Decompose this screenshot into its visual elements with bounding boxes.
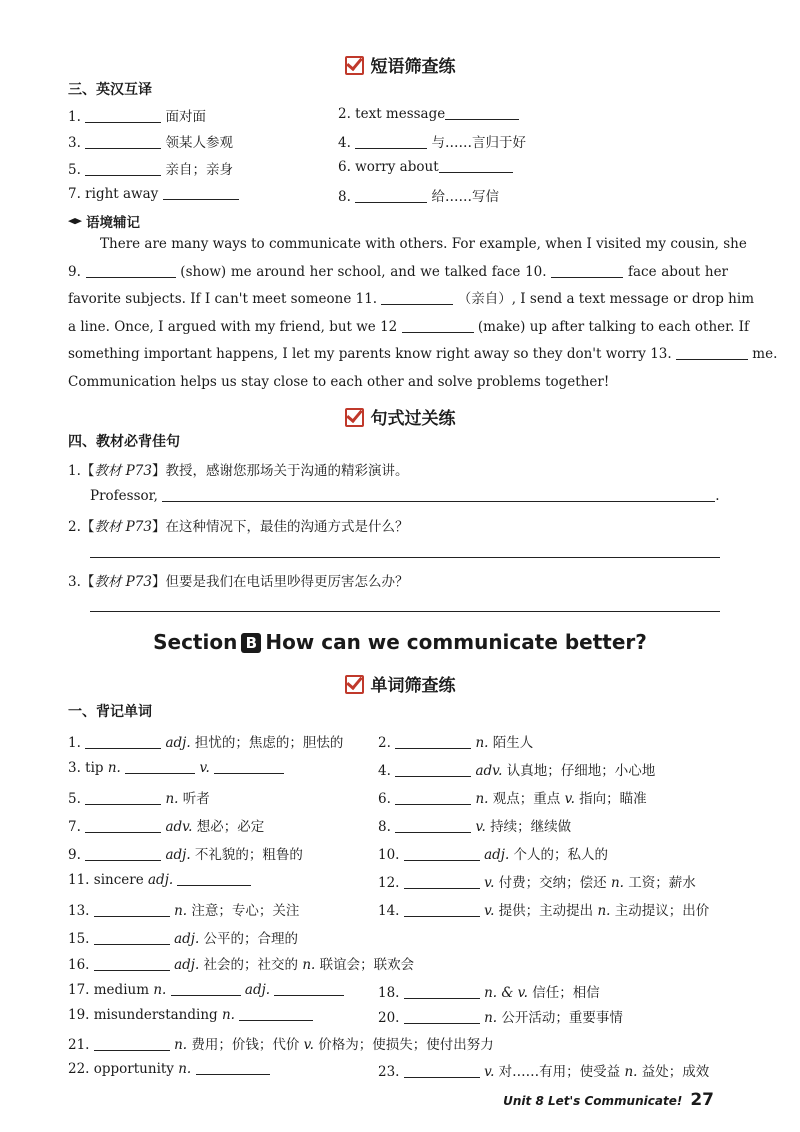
sentence-1: 1.【教材 P73】教授，感谢您那场关于沟通的精彩演讲。 (68, 463, 409, 479)
word-number: 5. (68, 791, 86, 807)
passage-line: There are many ways to communicate with others. For example, when I visited my cousin, she (100, 236, 747, 252)
answer-blank[interactable] (439, 158, 513, 173)
word-meaning: 陌生人 (488, 735, 534, 751)
part-of-speech: adj. (148, 872, 174, 888)
answer-blank[interactable] (404, 984, 480, 999)
section-b-badge: B (241, 633, 261, 653)
word-number: 8. (378, 819, 396, 835)
word-meaning: 担忧的；焦虑的；胆怯的 (190, 735, 344, 751)
answer-blank[interactable] (214, 759, 284, 774)
word-number: 15. (68, 931, 94, 947)
sentence-practice-heading: 句式过关练 (0, 404, 800, 429)
word-number: 16. (68, 957, 94, 973)
part-of-speech: n. (174, 1037, 188, 1053)
passage-line: favorite subjects. If I can't meet someone 11. （亲自）, I send a text message or drop him (68, 291, 754, 308)
word-number: 14. (378, 903, 404, 919)
part-of-speech: n. (484, 1010, 498, 1026)
answer-blank[interactable] (125, 759, 195, 774)
phrase-practice-heading: 短语筛查练 (0, 52, 800, 77)
sentence-3: 3.【教材 P73】但要是我们在电话里吵得更厉害怎么办？ (68, 574, 409, 590)
word-item (378, 815, 571, 835)
word-number: 20. (378, 1010, 404, 1026)
passage-line: something important happens, I let my parents know right away so they don't worry 13. me. (68, 346, 778, 363)
answer-blank[interactable] (85, 108, 161, 123)
part-of-speech: v. (199, 760, 210, 776)
word-meaning: 注意；专心；关注 (187, 903, 300, 919)
checkbox-icon (345, 408, 364, 427)
answer-blank[interactable] (395, 762, 471, 777)
word-number: 10. (378, 847, 404, 863)
answer-blank[interactable] (395, 734, 471, 749)
word-meaning: 公开活动；重要事情 (497, 1010, 623, 1026)
answer-blank[interactable] (163, 185, 239, 200)
word-meaning: 主动提议；出价 (610, 903, 710, 919)
part-of-speech: adj. (165, 847, 191, 863)
word-number: 1. (68, 735, 86, 751)
word-item (378, 981, 600, 1001)
context-passage (68, 231, 778, 397)
phrase-item-8: 8. 给……写信 (338, 189, 499, 205)
word-number: 12. (378, 875, 404, 891)
word-item (378, 787, 647, 807)
answer-blank[interactable] (355, 134, 427, 149)
part-of-speech: n. (302, 957, 316, 973)
part4-title: 四、教材必背佳句 (68, 434, 180, 450)
phrase-item-2: 2. text message (338, 105, 519, 122)
answer-blank[interactable] (86, 263, 176, 278)
word-meaning: 对……有用；使受益 (494, 1064, 621, 1080)
word-number: 19. misunderstanding (68, 1007, 222, 1023)
word-number: 7. (68, 819, 86, 835)
part-of-speech: v. (484, 875, 495, 891)
word-item (68, 981, 344, 998)
part-of-speech: n. (221, 1007, 235, 1023)
answer-blank[interactable] (94, 902, 170, 917)
part-of-speech: adv. (165, 819, 193, 835)
answer-blank[interactable] (94, 956, 170, 971)
answer-blank[interactable] (395, 818, 471, 833)
word-item (378, 731, 533, 751)
word-meaning: 益处；成效 (637, 1064, 710, 1080)
word-item (378, 843, 608, 863)
passage-line: a line. Once, I argued with my friend, but we 12 (make) up after talking to each other. If (68, 318, 750, 335)
word-number: 11. sincere (68, 872, 148, 888)
word-number: 18. (378, 985, 404, 1001)
part-of-speech: adv. (475, 763, 503, 779)
sentence-1-answer: Professor, . (90, 488, 720, 504)
part-of-speech: n. & v. (484, 985, 528, 1001)
word-meaning: 社会的；社交的 (199, 957, 299, 973)
part-of-speech: adj. (174, 931, 200, 947)
word-meaning: 认真地；仔细地；小心地 (502, 763, 656, 779)
part-of-speech: n. (597, 903, 611, 919)
answer-blank[interactable] (85, 818, 161, 833)
word-item (68, 787, 210, 807)
word-meaning: 观点；重点 (488, 791, 561, 807)
answer-blank[interactable] (404, 1009, 480, 1024)
phrase-item-1: 1. 面对面 (68, 109, 206, 125)
phrase-item-7: 7. right away (68, 185, 239, 202)
answer-blank[interactable] (551, 263, 623, 278)
answer-blank[interactable] (171, 981, 241, 996)
part-of-speech: n. (174, 903, 188, 919)
phrase-item-6: 6. worry about (338, 158, 513, 175)
answer-blank[interactable] (94, 930, 170, 945)
answer-blank[interactable] (676, 345, 748, 360)
word-number: 4. (378, 763, 396, 779)
part-of-speech: n. (178, 1061, 192, 1077)
part-of-speech: v. (484, 1064, 495, 1080)
word-meaning: 持续；继续做 (485, 819, 572, 835)
word-meaning: 联谊会；联欢会 (315, 957, 415, 973)
answer-blank[interactable] (404, 874, 480, 889)
part-of-speech: n. (610, 875, 624, 891)
word-practice-heading: 单词筛查练 (0, 671, 800, 696)
sentence-2: 2.【教材 P73】在这种情况下，最佳的沟通方式是什么？ (68, 519, 409, 535)
unit-label: Unit 8 Let's Communicate! (503, 1094, 683, 1108)
word-item (378, 1006, 623, 1026)
section-b-title: Section B How can we communicate better? (153, 630, 647, 654)
answer-line[interactable] (90, 557, 720, 558)
word-meaning: 听者 (178, 791, 210, 807)
word-item (68, 731, 343, 751)
word-number: 23. (378, 1064, 404, 1080)
part-of-speech: n. (165, 791, 179, 807)
part-of-speech: n. (153, 982, 167, 998)
word-item (68, 1033, 494, 1053)
word-meaning: 想必；必定 (192, 819, 265, 835)
word-meaning: 个人的；私人的 (509, 847, 609, 863)
answer-blank[interactable] (94, 1036, 170, 1051)
word-meaning: 工资；薪水 (623, 875, 696, 891)
answer-blank[interactable] (404, 1063, 480, 1078)
word-item (68, 899, 299, 919)
word-item (68, 927, 298, 947)
part-of-speech: n. (475, 735, 489, 751)
answer-blank[interactable] (381, 290, 453, 305)
word-item (68, 759, 284, 776)
word-item (68, 871, 251, 888)
word-item (68, 1006, 313, 1023)
phrase-item-4: 4. 与……言归于好 (338, 135, 526, 151)
answer-blank[interactable] (402, 318, 474, 333)
answer-blank[interactable] (404, 902, 480, 917)
word-number: 13. (68, 903, 94, 919)
word-number: 3. tip (68, 760, 108, 776)
word-meaning: 费用；价钱；代价 (187, 1037, 300, 1053)
part-of-speech: v. (484, 903, 495, 919)
part-of-speech: adj. (165, 735, 191, 751)
part1-title: 一、背记单词 (68, 704, 152, 720)
answer-blank[interactable] (274, 981, 344, 996)
word-item (68, 843, 303, 863)
word-meaning: 价格为；使损失；使付出努力 (313, 1037, 494, 1053)
word-item (378, 759, 655, 779)
answer-blank[interactable] (85, 846, 161, 861)
page-number: 27 (690, 1090, 714, 1110)
answer-blank[interactable] (85, 134, 161, 149)
page-footer (503, 1090, 714, 1110)
part-of-speech: adj. (174, 957, 200, 973)
word-meaning: 公平的；合理的 (199, 931, 299, 947)
answer-blank[interactable] (85, 790, 161, 805)
part-of-speech: adj. (484, 847, 510, 863)
word-item (68, 815, 264, 835)
word-meaning: 指向；瞄准 (574, 791, 647, 807)
word-meaning: 付费；交纳；偿还 (494, 875, 607, 891)
word-number: 2. (378, 735, 396, 751)
word-number: 9. (68, 847, 86, 863)
word-number: 6. (378, 791, 396, 807)
part3-title: 三、英汉互译 (68, 82, 152, 98)
part-of-speech: n. (624, 1064, 638, 1080)
part-of-speech: n. (475, 791, 489, 807)
answer-blank[interactable] (404, 846, 480, 861)
answer-blank[interactable] (177, 871, 251, 886)
passage-line: 9. (show) me around her school, and we talked face 10. face about her (68, 263, 729, 280)
answer-blank[interactable] (395, 790, 471, 805)
graduation-cap-icon (68, 218, 82, 227)
answer-blank[interactable] (445, 105, 519, 120)
answer-blank[interactable] (196, 1060, 270, 1075)
answer-blank[interactable] (85, 161, 161, 176)
word-item (378, 899, 709, 919)
word-meaning: 不礼貌的；粗鲁的 (190, 847, 303, 863)
word-meaning: 信任；相信 (527, 985, 600, 1001)
answer-blank[interactable] (355, 188, 427, 203)
passage-line: Communication helps us stay close to each other and solve problems together! (68, 373, 610, 390)
phrase-item-5: 5. 亲自；亲身 (68, 162, 233, 178)
word-number: 22. opportunity (68, 1061, 179, 1077)
answer-line[interactable] (90, 611, 720, 612)
checkbox-icon (345, 56, 364, 75)
word-meaning: 提供；主动提出 (494, 903, 594, 919)
phrase-item-3: 3. 领某人参观 (68, 135, 233, 151)
answer-blank[interactable] (85, 734, 161, 749)
word-number: 21. (68, 1037, 94, 1053)
checkbox-icon (345, 675, 364, 694)
answer-blank[interactable] (239, 1006, 313, 1021)
word-item (68, 1060, 270, 1077)
part-of-speech: v. (564, 791, 575, 807)
word-item (378, 1060, 709, 1080)
word-item (68, 953, 414, 973)
word-item (378, 871, 696, 891)
part-of-speech: v. (475, 819, 486, 835)
answer-line[interactable] (162, 487, 715, 502)
part-of-speech: adj. (244, 982, 271, 998)
part-of-speech: v. (303, 1037, 314, 1053)
word-number: 17. medium (68, 982, 154, 998)
part-of-speech: n. (107, 760, 121, 776)
context-title: 语境辅记 (68, 211, 140, 231)
